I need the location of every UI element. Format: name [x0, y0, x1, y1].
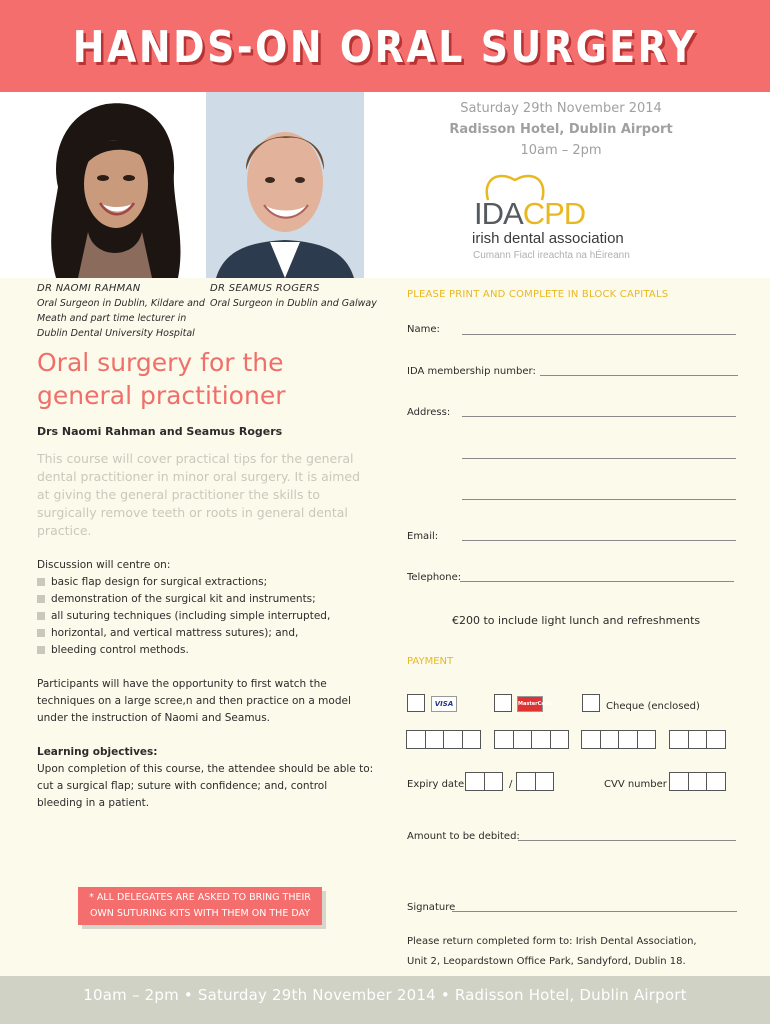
- card-digit-box[interactable]: [406, 730, 426, 749]
- address-field-1[interactable]: [462, 416, 736, 417]
- expiry-digit-box[interactable]: [516, 772, 536, 791]
- speaker-photo-seamus: [206, 92, 364, 278]
- ida-cpd-logo: [470, 168, 650, 268]
- card-digit-box[interactable]: [618, 730, 638, 749]
- objectives-title: Learning objectives:: [37, 746, 158, 758]
- course-title: Oral surgery for the general practitioner: [37, 348, 286, 410]
- page-title: HANDS-ON ORAL SURGERY: [72, 22, 698, 73]
- list-item: demonstration of the surgical kit and instruments;: [37, 591, 382, 608]
- cheque-checkbox[interactable]: [582, 694, 600, 712]
- mastercard-checkbox[interactable]: [494, 694, 512, 712]
- event-info: [420, 98, 702, 161]
- telephone-field[interactable]: [460, 581, 734, 582]
- discussion-intro: Discussion will centre on:: [37, 559, 171, 571]
- expiry-digit-box[interactable]: [465, 772, 485, 791]
- card-digit-box[interactable]: [531, 730, 551, 749]
- name-label: Name:: [407, 324, 440, 335]
- return-address: Please return completed form to: Irish Dental Association, Unit 2, Leopardstown Office Park, Sandyford, Dublin 18.: [407, 936, 697, 967]
- card-digit-box[interactable]: [600, 730, 620, 749]
- list-item: all suturing techniques (including simple interrupted,: [37, 608, 382, 625]
- expiry-month-boxes[interactable]: [465, 772, 503, 791]
- list-item: bleeding control methods.: [37, 642, 382, 659]
- cvv-digit-box[interactable]: [669, 772, 689, 791]
- mastercard-card-icon: MasterCard: [517, 696, 543, 712]
- cvv-boxes[interactable]: [669, 772, 726, 791]
- visa-card-icon: VISA: [431, 696, 457, 712]
- speaker-desc-naomi: Oral Surgeon in Dublin, Kildare and Meath and part time lecturer in Dublin Dental University Hospital: [37, 298, 205, 339]
- course-authors: Drs Naomi Rahman and Seamus Rogers: [37, 425, 283, 438]
- card-digit-box[interactable]: [706, 730, 726, 749]
- payment-title: PAYMENT: [407, 656, 454, 667]
- email-field[interactable]: [462, 540, 736, 541]
- speaker-desc-seamus: Oral Surgeon in Dublin and Galway: [210, 298, 377, 309]
- list-item-continuation: horizontal, and vertical mattress sutures); and,: [37, 625, 382, 642]
- discussion-section: [37, 557, 382, 659]
- membership-label: IDA membership number:: [407, 366, 536, 377]
- course-intro: This course will cover practical tips for the general dental practitioner in minor oral surgery. It is aimed at giving the general practitioner the skills to surgically remove teeth or roots in general dental practice.: [37, 451, 361, 538]
- card-digit-box[interactable]: [443, 730, 463, 749]
- suturing-kit-notice: * ALL DELEGATES ARE ASKED TO BRING THEIR OWN SUTURING KITS WITH THEM ON THE DAY: [78, 887, 322, 925]
- cvv-digit-box[interactable]: [706, 772, 726, 791]
- expiry-digit-box[interactable]: [484, 772, 504, 791]
- card-digit-box[interactable]: [494, 730, 514, 749]
- email-label: Email:: [407, 531, 439, 542]
- card-digit-box[interactable]: [513, 730, 533, 749]
- card-number-group-1[interactable]: [406, 730, 481, 749]
- card-digit-box[interactable]: [425, 730, 445, 749]
- card-digit-box[interactable]: [688, 730, 708, 749]
- telephone-label: Telephone:: [407, 572, 462, 583]
- footer-banner: 10am – 2pm • Saturday 29th November 2014 • Radisson Hotel, Dublin Airport: [0, 976, 770, 1024]
- card-digit-box[interactable]: [550, 730, 570, 749]
- learning-objectives: Learning objectives: Upon completion of this course, the attendee should be able to: cut a surgical flap; suture with confidence; and, control bleeding in a patient.: [37, 744, 382, 812]
- name-field[interactable]: [462, 334, 736, 335]
- card-digit-box[interactable]: [581, 730, 601, 749]
- card-number-group-4[interactable]: [669, 730, 726, 749]
- list-item: basic flap design for surgical extractions;: [37, 574, 382, 591]
- speaker-name-naomi: DR NAOMI RAHMAN: [37, 283, 141, 294]
- expiry-separator: /: [509, 779, 513, 790]
- expiry-year-boxes[interactable]: [516, 772, 554, 791]
- visa-checkbox[interactable]: [407, 694, 425, 712]
- fee-text: €200 to include light lunch and refreshments: [452, 614, 701, 627]
- membership-field[interactable]: [540, 375, 738, 376]
- participants-text: Participants will have the opportunity to first watch the techniques on a large scree,n and then practice on a model under the instruction of Naomi and Seamus.: [37, 678, 351, 724]
- signature-field[interactable]: [452, 911, 737, 912]
- card-digit-box[interactable]: [637, 730, 657, 749]
- speaker-photo-naomi: [36, 92, 194, 278]
- speaker-name-seamus: DR SEAMUS ROGERS: [210, 283, 320, 294]
- card-number-group-3[interactable]: [581, 730, 656, 749]
- amount-label: Amount to be debited:: [407, 831, 520, 842]
- form-heading: PLEASE PRINT AND COMPLETE IN BLOCK CAPITALS: [407, 289, 669, 300]
- event-venue: Radisson Hotel, Dublin Airport: [449, 122, 673, 137]
- address-field-2[interactable]: [462, 458, 736, 459]
- card-digit-box[interactable]: [462, 730, 482, 749]
- discussion-list: [37, 574, 382, 659]
- logo-wordmark: IDACPD: [474, 196, 586, 231]
- logo-irish-name: Cumann Fiacl ireachta na hÉireann: [473, 250, 630, 261]
- event-date: Saturday 29th November 2014: [460, 101, 662, 116]
- amount-field[interactable]: [518, 840, 736, 841]
- logo-org-name: irish dental association: [472, 230, 624, 247]
- cvv-digit-box[interactable]: [688, 772, 708, 791]
- address-field-3[interactable]: [462, 499, 736, 500]
- card-digit-box[interactable]: [669, 730, 689, 749]
- card-number-group-2[interactable]: [494, 730, 569, 749]
- expiry-label: Expiry date: [407, 779, 465, 790]
- cvv-label: CVV number: [604, 779, 667, 790]
- signature-label: Signature: [407, 902, 456, 913]
- event-time: 10am – 2pm: [520, 143, 602, 158]
- expiry-digit-box[interactable]: [535, 772, 555, 791]
- cheque-label: Cheque (enclosed): [606, 701, 700, 712]
- address-label: Address:: [407, 407, 451, 418]
